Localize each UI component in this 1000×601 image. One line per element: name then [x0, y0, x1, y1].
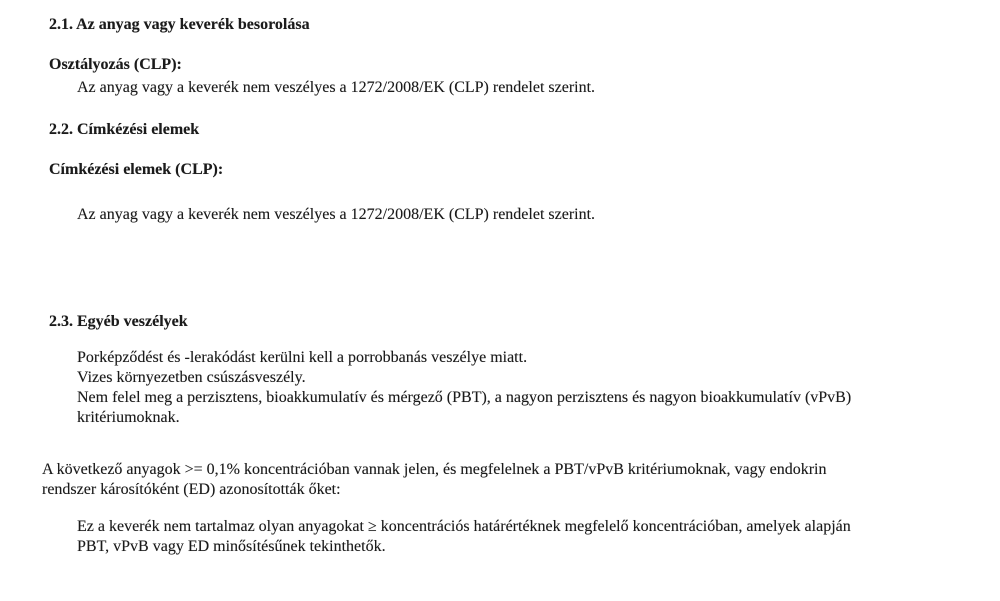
no-substances-line-2: PBT, vPvB vagy ED minősítésűnek tekinthetők.	[77, 538, 386, 555]
section-2-2-heading: 2.2. Címkézési elemek	[49, 121, 200, 138]
other-hazards-line-1: Porképződést és -lerakódást kerülni kell a porrobbanás veszélye miatt.	[77, 349, 528, 366]
label-elements-clp-subheading: Címkézési elemek (CLP):	[49, 161, 224, 178]
pbt-paragraph-line-1: A következő anyagok >= 0,1% koncentrációban vannak jelen, és megfelelnek a PBT/vPvB kritériumoknak, vagy endokrin	[42, 461, 827, 478]
section-2-1-heading: 2.1. Az anyag vagy keverék besorolása	[49, 16, 310, 33]
pbt-paragraph-line-2: rendszer károsítóként (ED) azonosították őket:	[42, 481, 341, 498]
other-hazards-line-4: kritériumoknak.	[77, 409, 180, 426]
classification-statement: Az anyag vagy a keverék nem veszélyes a 1272/2008/EK (CLP) rendelet szerint.	[77, 79, 596, 96]
other-hazards-line-2: Vizes környezetben csúszásveszély.	[77, 369, 306, 386]
classification-clp-subheading: Osztályozás (CLP):	[49, 56, 182, 73]
no-substances-line-1: Ez a keverék nem tartalmaz olyan anyagokat ≥ koncentrációs határértéknek megfelelő koncentrációban, amelyek alapján	[77, 518, 851, 535]
section-2-3-heading: 2.3. Egyéb veszélyek	[49, 313, 188, 330]
label-elements-statement: Az anyag vagy a keverék nem veszélyes a 1272/2008/EK (CLP) rendelet szerint.	[77, 206, 596, 223]
other-hazards-line-3: Nem felel meg a perzisztens, bioakkumulatív és mérgező (PBT), a nagyon perzisztens és nagyon bioakkumulatív (vPvB)	[77, 389, 852, 406]
